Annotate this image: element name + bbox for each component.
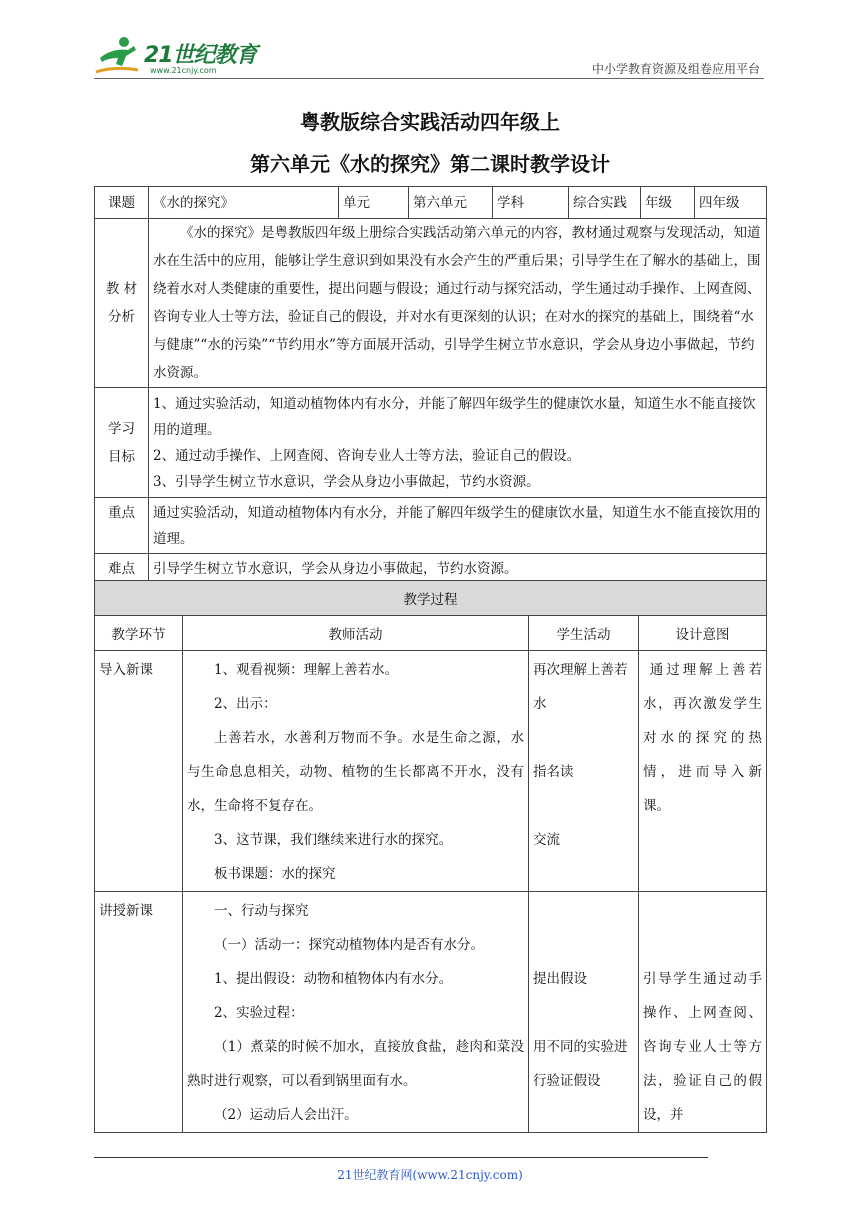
subject-value: 综合实践 — [569, 187, 641, 219]
lesson-info-table — [94, 186, 767, 584]
col-intent: 设计意图 — [639, 616, 767, 651]
logo-url: www.21cnjy.com — [150, 66, 217, 75]
goal-item: 1、通过实验活动，知道动植物体内有水分，并能了解四年级学生的健康饮水量，知道生水不能直接饮用的道理。 — [153, 395, 756, 438]
footer-divider — [94, 1157, 708, 1158]
key-point-label: 重点 — [95, 498, 149, 554]
platform-name: 中小学教育资源及组卷应用平台 — [591, 62, 760, 76]
page-header — [94, 30, 764, 82]
logo-text: 21世纪教育 — [144, 43, 257, 68]
footer-link[interactable]: 21世纪教育网(www.21cnjy.com) — [337, 1168, 523, 1182]
grade-label: 年级 — [641, 187, 695, 219]
runner-logo-icon — [94, 36, 140, 76]
col-stage: 教学环节 — [95, 616, 183, 651]
goal-item: 3、引导学生树立节水意识，学会从身边小事做起，节约水资源。 — [153, 473, 540, 490]
difficulty-text: 引导学生树立节水意识，学会从身边小事做起，节约水资源。 — [149, 554, 767, 584]
teach-teacher: 一、行动与探究 （一）活动一：探究动植物体内是否有水分。 1、提出假设：动物和植物体内有水分。 2、实验过程： （1）煮菜的时候不加水，直接放食盐，趁肉和菜没熟时进行观察，可以看到锅里面有水。 （2）运动后人会出汗。 — [183, 892, 529, 1133]
page-subtitle: 第六单元《水的探究》第二课时教学设计 — [250, 152, 610, 176]
teach-stage: 讲授新课 — [95, 892, 183, 1133]
process-heading: 教学过程 — [95, 581, 767, 616]
teach-student: 提出假设 用不同的实验进行验证假设 — [529, 892, 639, 1133]
header-divider — [94, 78, 764, 79]
intro-student: 再次理解上善若水 指名读 交流 — [529, 651, 639, 892]
topic-value: 《水的探究》 — [149, 187, 339, 219]
topic-label: 课题 — [95, 187, 149, 219]
grade-value: 四年级 — [695, 187, 767, 219]
process-table — [94, 580, 767, 1133]
key-point-text: 通过实验活动，知道动植物体内有水分，并能了解四年级学生的健康饮水量，知道生水不能直接饮用的道理。 — [149, 498, 767, 554]
subject-label: 学科 — [493, 187, 569, 219]
analysis-text: 《水的探究》是粤教版四年级上册综合实践活动第六单元的内容，教材通过观察与发现活动，知道水在生活中的应用，能够让学生意识到如果没有水会产生的严重后果；引导学生在了解水的基础上，围绕着水对人类健康的重要性，提出问题与假设；通过行动与探究活动，学生通过动手操作、上网查阅、咨询专业人士等方法，验证自己的假设，并对水有更深刻的认识；在对水的探究的基础上，围绕着“水与健康”“水的污染”“节约用水”等方面展开活动，引导学生树立节水意识，学会从身边小事做起，节约水资源。 — [149, 219, 767, 388]
analysis-label: 教 材 分析 — [95, 219, 149, 388]
intro-stage: 导入新课 — [95, 651, 183, 892]
intro-teacher: 1、观看视频：理解上善若水。 2、出示： 上善若水，水善利万物而不争。水是生命之源，水与生命息息相关，动物、植物的生长都离不开水，没有水，生命将不复存在。 3、这节课，我们继续来进行水的探究。 板书课题：水的探究 — [183, 651, 529, 892]
unit-label: 单元 — [339, 187, 409, 219]
goal-item: 2、通过动手操作、上网查阅、咨询专业人士等方法，验证自己的假设。 — [153, 447, 581, 464]
unit-value: 第六单元 — [409, 187, 493, 219]
teach-intent: 引导学生通过动手操作、上网查阅、咨询专业人士等方法，验证自己的假设，并 — [639, 892, 767, 1133]
goals-list — [149, 388, 767, 498]
goals-label: 学习 目标 — [95, 388, 149, 498]
col-student: 学生活动 — [529, 616, 639, 651]
intro-intent: 通过理解上善若水，再次激发学生对水的探究的热情，进而导入新课。 — [639, 651, 767, 892]
page-title: 粤教版综合实践活动四年级上 — [300, 110, 560, 134]
difficulty-label: 难点 — [95, 554, 149, 584]
logo — [94, 36, 264, 76]
col-teacher: 教师活动 — [183, 616, 529, 651]
